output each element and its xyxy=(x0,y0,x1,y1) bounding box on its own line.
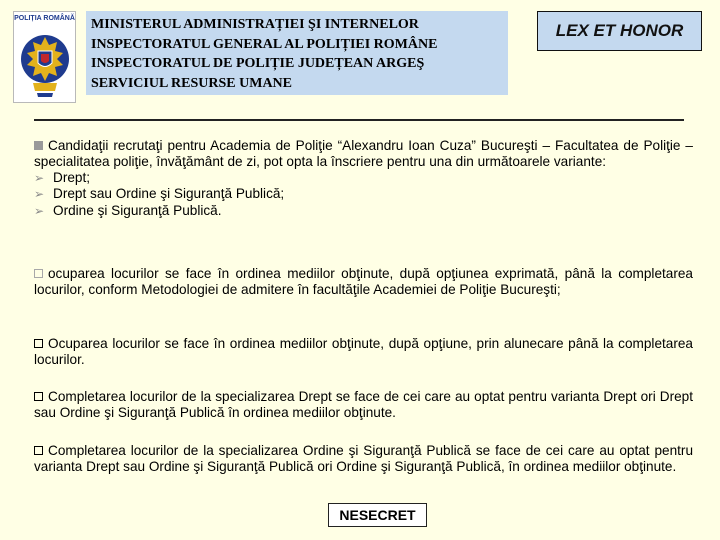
arrow-bullet-icon: ➢ xyxy=(34,187,45,202)
option-label: Drept sau Ordine şi Siguranţă Publică; xyxy=(53,186,285,202)
bullet-square-icon xyxy=(34,392,43,401)
arrow-bullet-icon: ➢ xyxy=(34,170,45,185)
rule-paragraph xyxy=(34,266,693,298)
bullet-square-icon xyxy=(34,269,43,278)
institution-header xyxy=(86,11,508,95)
rule-text: ocuparea locurilor se face în ordinea mediilor obţinute, după opţiunea exprimată, până la completarea locurilor, conform Metodologiei de admitere în facultăţile Academiei de Poliţie Bucureşti; xyxy=(34,266,693,297)
header-line-general-inspectorate: INSPECTORATUL GENERAL AL POLIȚIEI ROMÂNE xyxy=(91,36,438,52)
header-divider xyxy=(34,119,684,121)
rule-paragraph xyxy=(34,443,693,475)
classification-label: NESECRET xyxy=(328,503,427,527)
police-logo xyxy=(13,11,76,103)
rule-paragraph xyxy=(34,389,693,421)
intro-paragraph xyxy=(34,138,693,220)
option-label: Drept; xyxy=(53,169,91,185)
bullet-square-icon xyxy=(34,339,43,348)
bullet-square-icon xyxy=(34,141,43,150)
intro-text: Candidaţii recrutaţi pentru Academia de Poliţie “Alexandru Ioan Cuza” Bucureşti – Facultatea de Poliţie – specialitatea poliţie, învăţământ de zi, pot opta la înscriere pentru una din următoarele variante: xyxy=(34,138,693,169)
header-line-ministry: MINISTERUL ADMINISTRAȚIEI ŞI INTERNELOR xyxy=(91,17,419,32)
rule-text: Completarea locurilor de la specializarea Ordine şi Siguranţă Publică se face de cei care au optat pentru varianta Drept sau Ordine şi Siguranţă Publică ori Ordine şi Siguranţă Publică, în ordinea mediilor obţinute. xyxy=(34,443,693,474)
motto-badge: LEX ET HONOR xyxy=(537,11,702,51)
rule-text: Ocuparea locurilor se face în ordinea mediilor obţinute, după opţiune, prin alunecare până la completarea locurilor. xyxy=(34,336,693,367)
option-label: Ordine şi Siguranţă Publică. xyxy=(53,203,222,219)
rule-paragraph xyxy=(34,336,693,368)
logo-text: POLIȚIA ROMÂNĂ xyxy=(14,15,75,22)
bullet-square-icon xyxy=(34,446,43,455)
option-item xyxy=(34,186,693,203)
option-item xyxy=(34,203,693,220)
header-line-service: SERVICIUL RESURSE UMANE xyxy=(91,75,292,91)
header-line-county-inspectorate: INSPECTORATUL DE POLIȚIE JUDEȚEAN ARGEŞ xyxy=(91,56,425,71)
option-item xyxy=(34,170,693,187)
rule-text: Completarea locurilor de la specializarea Drept se face de cei care au optat pentru varianta Drept ori Drept sau Ordine şi Siguranţă Publică în ordinea mediilor obţinute. xyxy=(34,389,693,420)
arrow-bullet-icon: ➢ xyxy=(34,204,45,219)
police-crest-icon xyxy=(19,25,71,101)
